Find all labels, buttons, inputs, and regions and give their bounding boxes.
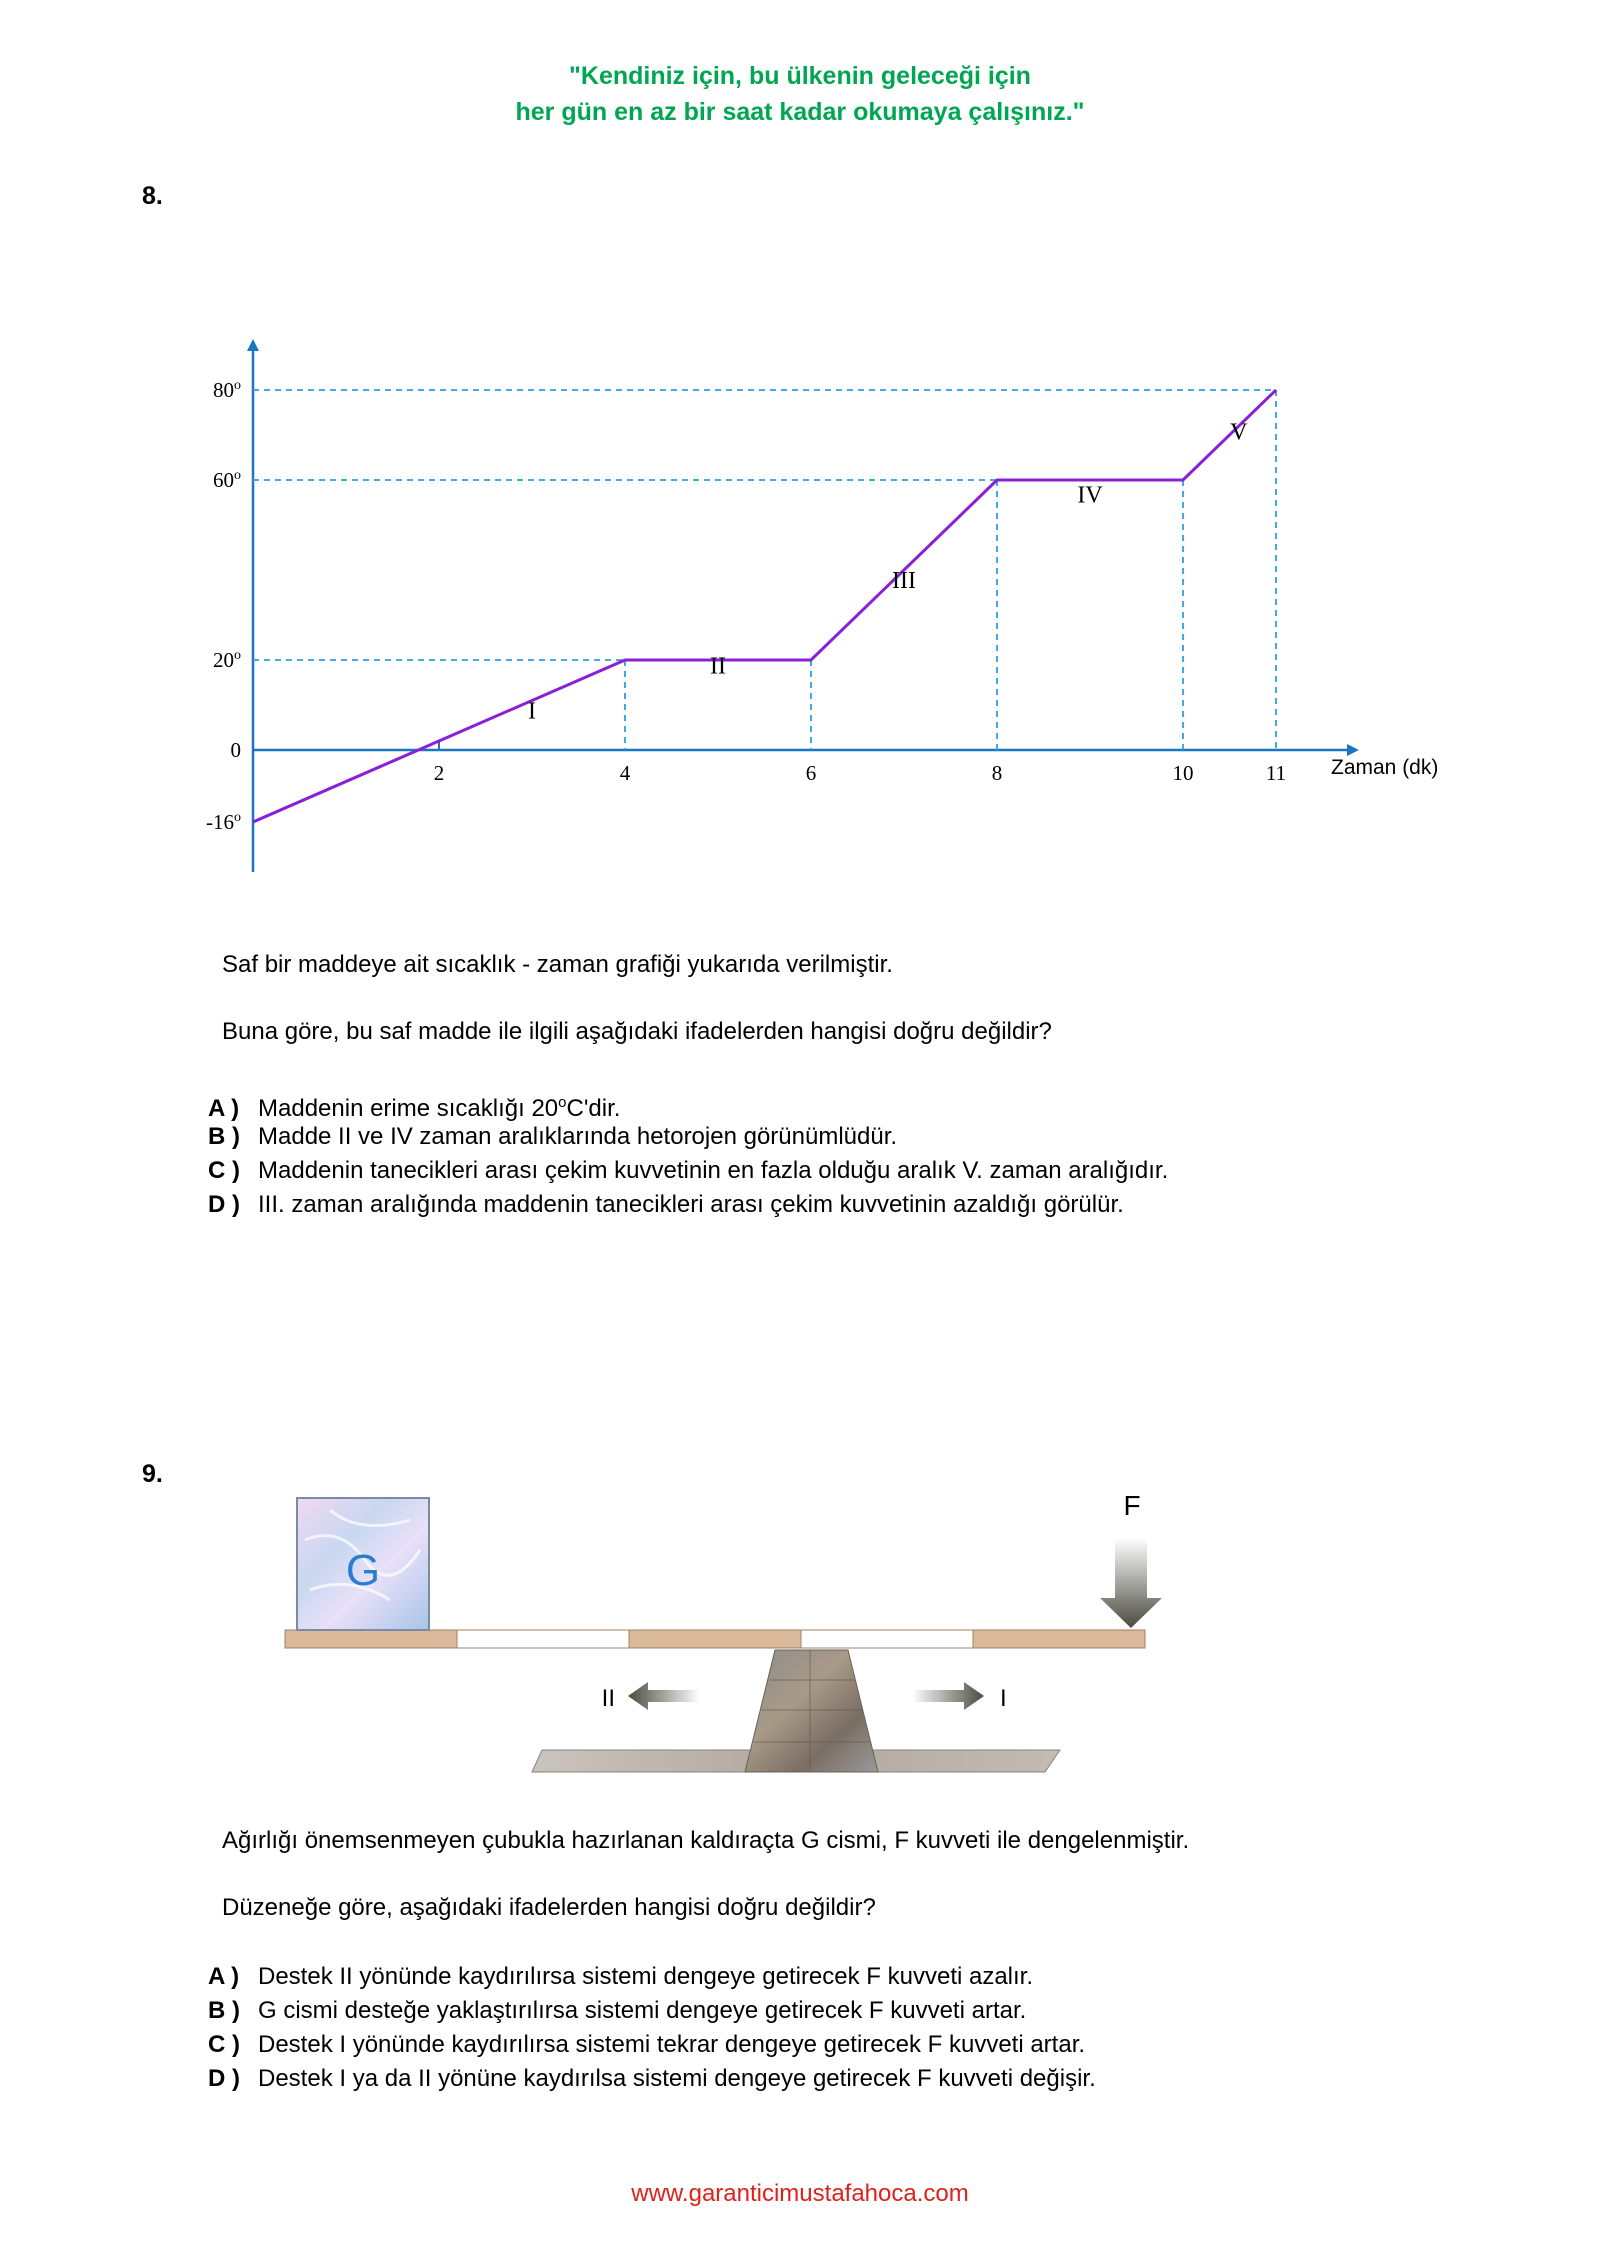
segment-label: I (528, 698, 536, 725)
option-letter: B ) (208, 1123, 240, 1150)
question-8-stem-2: Buna göre, bu saf madde ile ilgili aşağıdaki ifadelerden hangisi doğru değildir? (222, 1018, 1052, 1045)
segment-label: III (892, 568, 916, 594)
force-arrow-down (1100, 1538, 1162, 1628)
degree-sup: o (234, 648, 241, 663)
option-text-end: C'dir. (566, 1095, 621, 1122)
option-d[interactable] (208, 1188, 1168, 1222)
segment-label: V (1230, 419, 1248, 446)
header-line-1: "Kendiniz için, bu ülkenin geleceği için (569, 62, 1031, 90)
direction-label-ii: II (601, 1685, 615, 1712)
option-letter: D ) (208, 2065, 240, 2092)
question-9-options (208, 1960, 1096, 2096)
option-text: G cismi desteğe yaklaştırılırsa sistemi dengeye getirecek F kuvveti artar. (258, 1997, 1027, 2024)
footer-url[interactable]: www.garanticimustafahoca.com (631, 2180, 969, 2207)
x-tick-label: 2 (433, 761, 445, 785)
force-label-f: F (1123, 1490, 1141, 1521)
lever-plank (285, 1630, 1145, 1648)
direction-arrow-left (628, 1682, 700, 1710)
option-a[interactable] (208, 1086, 1168, 1120)
option-text: Madde II ve IV zaman aralıklarında hetorojen görünümlüdür. (258, 1123, 898, 1150)
option-b[interactable] (208, 1120, 1168, 1154)
option-a[interactable] (208, 1960, 1096, 1994)
option-letter: A ) (208, 1963, 240, 1990)
temperature-time-chart (180, 185, 1480, 945)
option-c[interactable] (208, 1154, 1168, 1188)
header-quote (0, 58, 1600, 130)
question-8-options (208, 1086, 1168, 1222)
option-text: III. zaman aralığında maddenin tanecikleri arası çekim kuvvetinin azaldığı görülür. (258, 1191, 1124, 1218)
option-letter: C ) (208, 2031, 240, 2058)
option-c[interactable] (208, 2028, 1096, 2062)
option-letter: C ) (208, 1157, 240, 1184)
lever-diagram (270, 1480, 1190, 1790)
segment-label: II (710, 653, 726, 680)
y-tick-label: 20$^o$ (213, 648, 241, 672)
x-tick-label: 11 (1265, 761, 1287, 785)
question-9-stem-2: Düzeneğe göre, aşağıdaki ifadelerden hangisi doğru değildir? (222, 1894, 876, 1921)
fulcrum (745, 1650, 878, 1772)
degree-sup: o (558, 1094, 567, 1111)
x-tick-label: 10 (1172, 761, 1194, 785)
x-tick-label: 4 (619, 761, 631, 785)
x-tick-label: 8 (991, 761, 1003, 785)
option-b[interactable] (208, 1994, 1096, 2028)
option-text: Destek I ya da II yönüne kaydırılsa sistemi dengeye getirecek F kuvveti değişir. (258, 2065, 1096, 2092)
option-letter: D ) (208, 1191, 240, 1218)
option-letter: B ) (208, 1997, 240, 2024)
y-tick-label: 80$^o$ (213, 378, 241, 402)
segment-label: IV (1077, 482, 1103, 509)
option-text: Maddenin erime sıcaklığı 20 (258, 1095, 559, 1122)
data-line (253, 390, 1276, 822)
option-text: Destek I yönünde kaydırılırsa sistemi tekrar dengeye getirecek F kuvveti artar. (258, 2031, 1086, 2058)
block-label-g: G (345, 1546, 381, 1595)
y-tick-label: 60$^o$ (213, 468, 241, 492)
y-tick-label: 0 (230, 738, 241, 762)
header-line-2: her gün en az bir saat kadar okumaya çalışınız." (515, 98, 1085, 126)
question-8-stem-1: Saf bir maddeye ait sıcaklık - zaman grafiği yukarıda verilmiştir. (222, 951, 893, 978)
degree-sup: o (234, 810, 241, 825)
x-tick-label: 6 (805, 761, 817, 785)
question-9-number: 9. (142, 1460, 163, 1488)
direction-label-i: I (1000, 1685, 1007, 1712)
option-text: Maddenin tanecikleri arası çekim kuvvetinin en fazla olduğu aralık V. zaman aralığıdır. (258, 1157, 1169, 1184)
y-tick-label: -16$^o$ (206, 810, 241, 834)
degree-sup: o (234, 378, 241, 393)
option-text: Destek II yönünde kaydırılırsa sistemi dengeye getirecek F kuvveti azalır. (258, 1963, 1034, 1990)
degree-sup: o (234, 468, 241, 483)
option-d[interactable] (208, 2062, 1096, 2096)
option-letter: A ) (208, 1095, 240, 1122)
question-9-stem-1: Ağırlığı önemsenmeyen çubukla hazırlanan kaldıraçta G cismi, F kuvveti ile dengelenmiştir. (222, 1827, 1190, 1854)
direction-arrow-right (912, 1682, 984, 1710)
x-axis-label: Zaman (dk) (1331, 756, 1439, 779)
question-8-number: 8. (142, 182, 163, 210)
